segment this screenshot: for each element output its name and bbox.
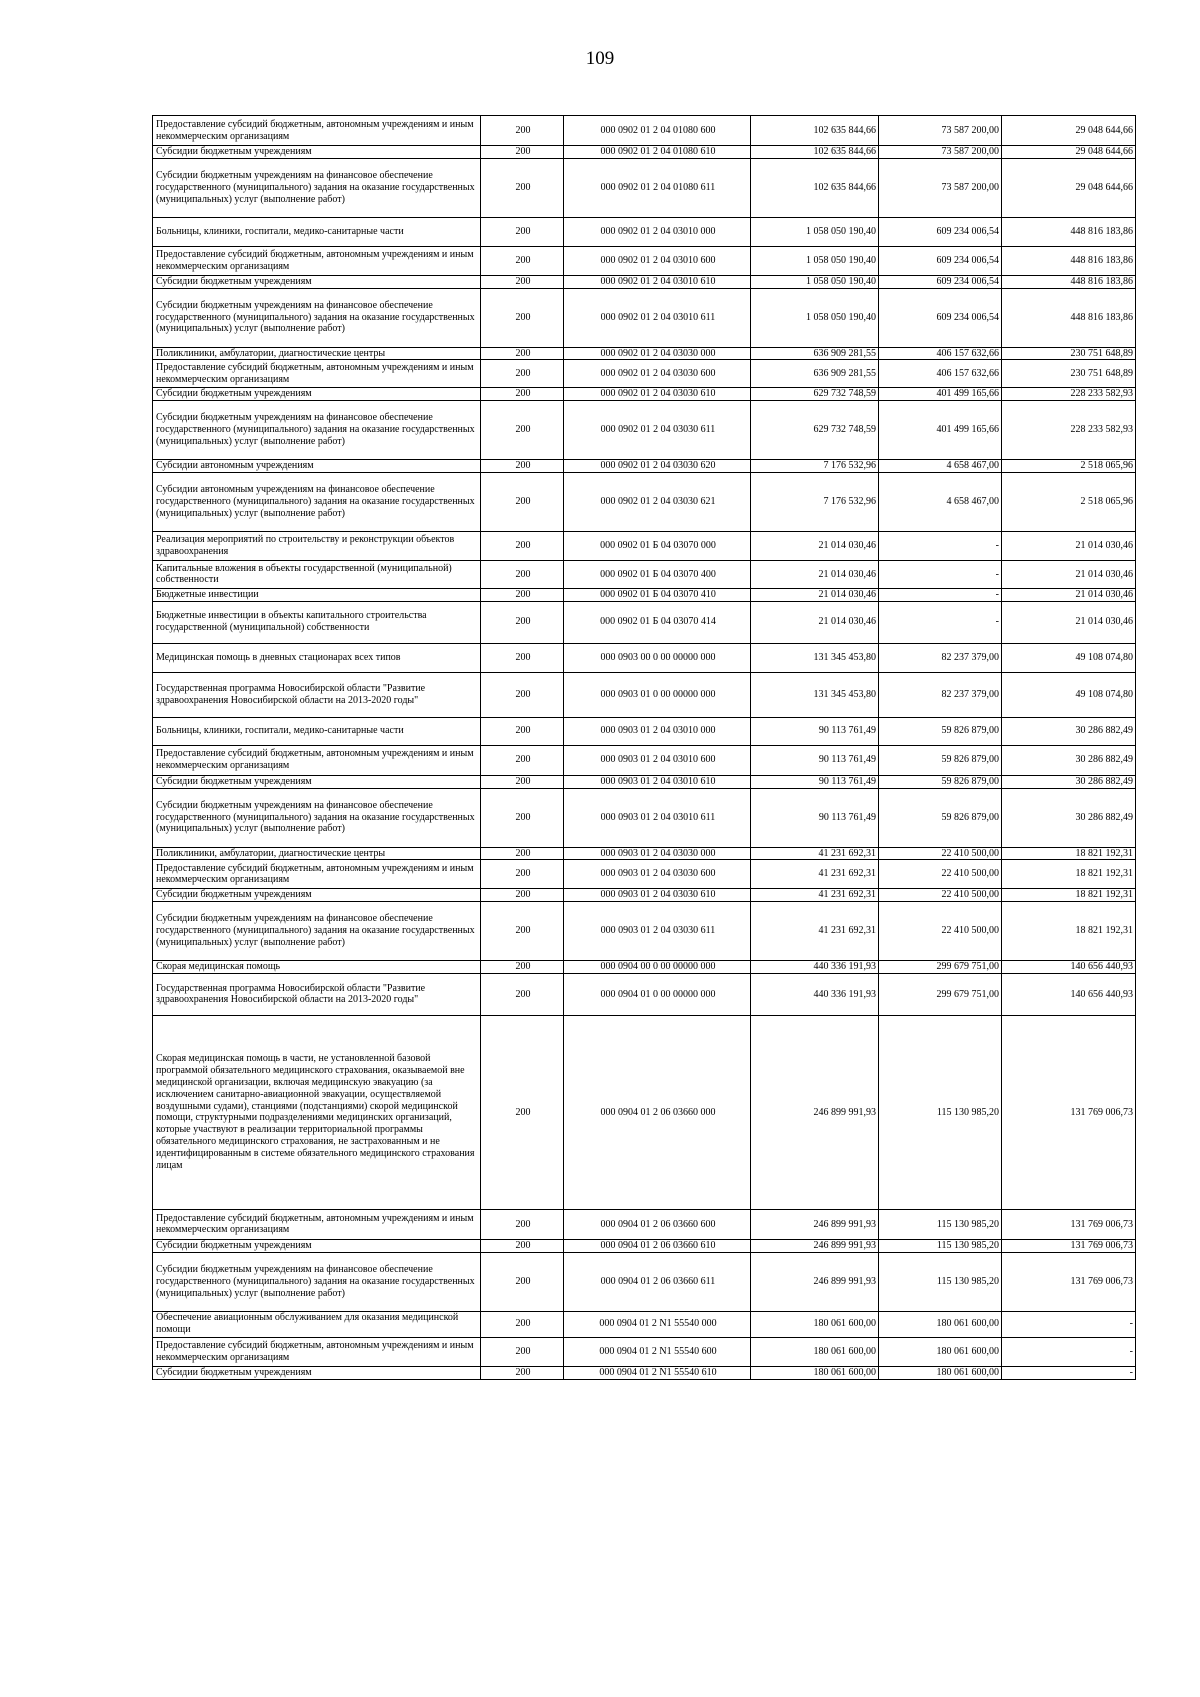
row-plan-amount: 180 061 600,00: [751, 1311, 879, 1337]
row-plan-amount: 246 899 991,93: [751, 1239, 879, 1252]
row-grbs: 200: [481, 1366, 564, 1379]
row-plan-amount: 1 058 050 190,40: [751, 217, 879, 246]
row-rest-amount: 140 656 440,93: [1002, 973, 1136, 1015]
row-code: 000 0904 01 2 06 03660 610: [564, 1239, 751, 1252]
row-code: 000 0902 01 2 04 01080 600: [564, 116, 751, 146]
row-name: Предоставление субсидий бюджетным, автономным учреждениям и иным некоммерческим организациям: [153, 860, 481, 889]
table-row: [153, 217, 1136, 246]
row-rest-amount: 140 656 440,93: [1002, 961, 1136, 974]
row-fact-amount: -: [879, 531, 1002, 560]
row-plan-amount: 246 899 991,93: [751, 1015, 879, 1209]
row-fact-amount: 59 826 879,00: [879, 775, 1002, 788]
row-code: 000 0902 01 2 04 01080 610: [564, 146, 751, 159]
table-row: [153, 1311, 1136, 1337]
page-number: 109: [585, 48, 615, 69]
row-name: Предоставление субсидий бюджетным, автономным учреждениям и иным некоммерческим организациям: [153, 1209, 481, 1239]
row-plan-amount: 440 336 191,93: [751, 961, 879, 974]
table-row: [153, 1015, 1136, 1209]
row-code: 000 0902 01 Б 04 03070 410: [564, 588, 751, 601]
row-grbs: 200: [481, 601, 564, 643]
row-rest-amount: 29 048 644,66: [1002, 116, 1136, 146]
row-code: 000 0903 01 2 04 03010 600: [564, 745, 751, 775]
row-rest-amount: 2 518 065,96: [1002, 472, 1136, 531]
row-fact-amount: -: [879, 588, 1002, 601]
row-name: Субсидии бюджетным учреждениям на финансовое обеспечение государственного (муниципального) задания на оказание государственных (муниципальных) услуг (выполнение работ): [153, 288, 481, 347]
row-name: Бюджетные инвестиции: [153, 588, 481, 601]
row-grbs: 200: [481, 889, 564, 902]
row-rest-amount: -: [1002, 1337, 1136, 1366]
row-plan-amount: 440 336 191,93: [751, 973, 879, 1015]
row-rest-amount: 30 286 882,49: [1002, 717, 1136, 745]
row-code: 000 0902 01 2 04 03010 600: [564, 246, 751, 275]
row-fact-amount: 609 234 006,54: [879, 217, 1002, 246]
row-grbs: 200: [481, 116, 564, 146]
row-plan-amount: 629 732 748,59: [751, 388, 879, 401]
table-row: [153, 847, 1136, 860]
table-row: [153, 1209, 1136, 1239]
row-code: 000 0904 00 0 00 00000 000: [564, 961, 751, 974]
row-rest-amount: 18 821 192,31: [1002, 847, 1136, 860]
budget-table-body: [153, 116, 1136, 1380]
row-code: 000 0902 01 2 04 03010 000: [564, 217, 751, 246]
table-row: [153, 275, 1136, 288]
row-rest-amount: 2 518 065,96: [1002, 460, 1136, 473]
row-plan-amount: 21 014 030,46: [751, 588, 879, 601]
row-plan-amount: 636 909 281,55: [751, 360, 879, 388]
row-name: Капитальные вложения в объекты государственной (муниципальной) собственности: [153, 560, 481, 588]
row-name: Обеспечение авиационным обслуживанием для оказания медицинской помощи: [153, 1311, 481, 1337]
row-plan-amount: 41 231 692,31: [751, 889, 879, 902]
row-name: Предоставление субсидий бюджетным, автономным учреждениям и иным некоммерческим организациям: [153, 745, 481, 775]
row-rest-amount: 228 233 582,93: [1002, 388, 1136, 401]
table-row: [153, 1337, 1136, 1366]
row-code: 000 0902 01 Б 04 03070 414: [564, 601, 751, 643]
table-row: [153, 601, 1136, 643]
row-grbs: 200: [481, 961, 564, 974]
table-row: [153, 116, 1136, 146]
row-code: 000 0902 01 2 04 03010 611: [564, 288, 751, 347]
row-grbs: 200: [481, 472, 564, 531]
row-name: Поликлиники, амбулатории, диагностические центры: [153, 347, 481, 360]
row-plan-amount: 636 909 281,55: [751, 347, 879, 360]
row-code: 000 0902 01 2 04 03030 621: [564, 472, 751, 531]
row-name: Субсидии автономным учреждениям: [153, 460, 481, 473]
row-plan-amount: 41 231 692,31: [751, 902, 879, 961]
row-code: 000 0902 01 2 04 03010 610: [564, 275, 751, 288]
row-plan-amount: 246 899 991,93: [751, 1209, 879, 1239]
row-rest-amount: 448 816 183,86: [1002, 275, 1136, 288]
table-row: [153, 560, 1136, 588]
row-name: Субсидии бюджетным учреждениям: [153, 275, 481, 288]
row-code: 000 0902 01 2 04 03030 620: [564, 460, 751, 473]
row-fact-amount: 180 061 600,00: [879, 1366, 1002, 1379]
row-fact-amount: 82 237 379,00: [879, 672, 1002, 717]
row-fact-amount: 609 234 006,54: [879, 275, 1002, 288]
table-row: [153, 788, 1136, 847]
row-grbs: 200: [481, 347, 564, 360]
row-code: 000 0903 01 0 00 00000 000: [564, 672, 751, 717]
row-grbs: 200: [481, 973, 564, 1015]
row-plan-amount: 102 635 844,66: [751, 158, 879, 217]
row-fact-amount: 59 826 879,00: [879, 745, 1002, 775]
row-name: Предоставление субсидий бюджетным, автономным учреждениям и иным некоммерческим организациям: [153, 1337, 481, 1366]
row-fact-amount: 22 410 500,00: [879, 902, 1002, 961]
row-name: Субсидии бюджетным учреждениям: [153, 1366, 481, 1379]
row-code: 000 0902 01 Б 04 03070 000: [564, 531, 751, 560]
row-grbs: 200: [481, 860, 564, 889]
table-row: [153, 288, 1136, 347]
row-name: Скорая медицинская помощь в части, не установленной базовой программой обязательного медицинского страхования, оказываемой вне медицинской организации, включая медицинскую эвакуацию (за исключением санитарно-авиационной эвакуации, осуществляемой воздушными судами), станциями (подстанциями) скорой медицинской помощи, структурными подразделениями медицинских организаций, которые участвуют в реализации территориальной программы обязательного медицинского страхования, не застрахованным и не идентифицированным в системе обязательного медицинского страхования лицам: [153, 1015, 481, 1209]
table-row: [153, 588, 1136, 601]
row-fact-amount: 59 826 879,00: [879, 717, 1002, 745]
row-plan-amount: 90 113 761,49: [751, 745, 879, 775]
row-plan-amount: 90 113 761,49: [751, 788, 879, 847]
row-rest-amount: -: [1002, 1311, 1136, 1337]
row-grbs: 200: [481, 775, 564, 788]
row-plan-amount: 90 113 761,49: [751, 717, 879, 745]
table-row: [153, 460, 1136, 473]
row-name: Больницы, клиники, госпитали, медико-санитарные части: [153, 217, 481, 246]
row-name: Субсидии бюджетным учреждениям на финансовое обеспечение государственного (муниципального) задания на оказание государственных (муниципальных) услуг (выполнение работ): [153, 902, 481, 961]
row-grbs: 200: [481, 847, 564, 860]
row-rest-amount: 131 769 006,73: [1002, 1252, 1136, 1311]
table-row: [153, 973, 1136, 1015]
row-fact-amount: 115 130 985,20: [879, 1252, 1002, 1311]
row-plan-amount: 1 058 050 190,40: [751, 288, 879, 347]
row-name: Больницы, клиники, госпитали, медико-санитарные части: [153, 717, 481, 745]
row-rest-amount: 228 233 582,93: [1002, 401, 1136, 460]
row-name: Субсидии бюджетным учреждениям: [153, 388, 481, 401]
row-code: 000 0902 01 2 04 03030 610: [564, 388, 751, 401]
row-fact-amount: 73 587 200,00: [879, 158, 1002, 217]
row-code: 000 0902 01 2 04 01080 611: [564, 158, 751, 217]
row-plan-amount: 21 014 030,46: [751, 601, 879, 643]
table-row: [153, 672, 1136, 717]
table-row: [153, 961, 1136, 974]
row-fact-amount: 73 587 200,00: [879, 146, 1002, 159]
table-row: [153, 1239, 1136, 1252]
row-name: Реализация мероприятий по строительству и реконструкции объектов здравоохранения: [153, 531, 481, 560]
row-fact-amount: 180 061 600,00: [879, 1337, 1002, 1366]
row-code: 000 0903 01 2 04 03030 611: [564, 902, 751, 961]
row-grbs: 200: [481, 217, 564, 246]
table-row: [153, 745, 1136, 775]
row-rest-amount: 49 108 074,80: [1002, 672, 1136, 717]
row-grbs: 200: [481, 560, 564, 588]
row-code: 000 0902 01 2 04 03030 000: [564, 347, 751, 360]
row-code: 000 0904 01 0 00 00000 000: [564, 973, 751, 1015]
table-row: [153, 860, 1136, 889]
row-fact-amount: 299 679 751,00: [879, 961, 1002, 974]
row-rest-amount: 29 048 644,66: [1002, 146, 1136, 159]
row-name: Субсидии бюджетным учреждениям на финансовое обеспечение государственного (муниципального) задания на оказание государственных (муниципальных) услуг (выполнение работ): [153, 788, 481, 847]
row-name: Предоставление субсидий бюджетным, автономным учреждениям и иным некоммерческим организациям: [153, 246, 481, 275]
row-rest-amount: 18 821 192,31: [1002, 889, 1136, 902]
row-plan-amount: 629 732 748,59: [751, 401, 879, 460]
row-fact-amount: 4 658 467,00: [879, 472, 1002, 531]
row-plan-amount: 7 176 532,96: [751, 472, 879, 531]
row-plan-amount: 102 635 844,66: [751, 146, 879, 159]
table-row: [153, 388, 1136, 401]
table-row: [153, 775, 1136, 788]
row-grbs: 200: [481, 745, 564, 775]
row-grbs: 200: [481, 788, 564, 847]
row-code: 000 0903 00 0 00 00000 000: [564, 643, 751, 672]
row-rest-amount: 131 769 006,73: [1002, 1239, 1136, 1252]
row-fact-amount: 180 061 600,00: [879, 1311, 1002, 1337]
row-code: 000 0904 01 2 06 03660 600: [564, 1209, 751, 1239]
row-fact-amount: 73 587 200,00: [879, 116, 1002, 146]
row-plan-amount: 180 061 600,00: [751, 1337, 879, 1366]
row-code: 000 0902 01 2 04 03030 611: [564, 401, 751, 460]
row-fact-amount: 406 157 632,66: [879, 360, 1002, 388]
row-plan-amount: 180 061 600,00: [751, 1366, 879, 1379]
row-grbs: 200: [481, 1239, 564, 1252]
row-rest-amount: 448 816 183,86: [1002, 246, 1136, 275]
row-grbs: 200: [481, 1209, 564, 1239]
row-rest-amount: 18 821 192,31: [1002, 860, 1136, 889]
row-fact-amount: 115 130 985,20: [879, 1209, 1002, 1239]
row-plan-amount: 90 113 761,49: [751, 775, 879, 788]
table-row: [153, 146, 1136, 159]
table-row: [153, 717, 1136, 745]
table-row: [153, 472, 1136, 531]
row-code: 000 0904 01 2 N1 55540 000: [564, 1311, 751, 1337]
row-plan-amount: 21 014 030,46: [751, 531, 879, 560]
row-name: Субсидии бюджетным учреждениям: [153, 889, 481, 902]
row-rest-amount: 21 014 030,46: [1002, 531, 1136, 560]
row-rest-amount: 21 014 030,46: [1002, 601, 1136, 643]
row-plan-amount: 7 176 532,96: [751, 460, 879, 473]
row-rest-amount: 21 014 030,46: [1002, 560, 1136, 588]
row-fact-amount: -: [879, 601, 1002, 643]
row-grbs: 200: [481, 1015, 564, 1209]
row-code: 000 0903 01 2 04 03030 610: [564, 889, 751, 902]
table-row: [153, 158, 1136, 217]
row-grbs: 200: [481, 672, 564, 717]
row-code: 000 0903 01 2 04 03030 600: [564, 860, 751, 889]
row-code: 000 0903 01 2 04 03010 000: [564, 717, 751, 745]
row-plan-amount: 1 058 050 190,40: [751, 246, 879, 275]
row-name: Субсидии бюджетным учреждениям: [153, 146, 481, 159]
row-grbs: 200: [481, 1337, 564, 1366]
row-grbs: 200: [481, 275, 564, 288]
row-name: Субсидии бюджетным учреждениям: [153, 1239, 481, 1252]
row-fact-amount: 59 826 879,00: [879, 788, 1002, 847]
row-fact-amount: 22 410 500,00: [879, 889, 1002, 902]
row-fact-amount: 299 679 751,00: [879, 973, 1002, 1015]
row-fact-amount: 406 157 632,66: [879, 347, 1002, 360]
row-grbs: 200: [481, 460, 564, 473]
table-row: [153, 643, 1136, 672]
table-row: [153, 347, 1136, 360]
row-fact-amount: 22 410 500,00: [879, 847, 1002, 860]
table-row: [153, 889, 1136, 902]
row-rest-amount: 230 751 648,89: [1002, 360, 1136, 388]
row-rest-amount: 49 108 074,80: [1002, 643, 1136, 672]
row-grbs: 200: [481, 288, 564, 347]
table-row: [153, 401, 1136, 460]
row-grbs: 200: [481, 1311, 564, 1337]
row-rest-amount: -: [1002, 1366, 1136, 1379]
row-code: 000 0904 01 2 N1 55540 600: [564, 1337, 751, 1366]
row-fact-amount: 609 234 006,54: [879, 288, 1002, 347]
row-grbs: 200: [481, 588, 564, 601]
row-name: Поликлиники, амбулатории, диагностические центры: [153, 847, 481, 860]
row-grbs: 200: [481, 246, 564, 275]
row-rest-amount: 30 286 882,49: [1002, 775, 1136, 788]
row-plan-amount: 131 345 453,80: [751, 672, 879, 717]
row-code: 000 0904 01 2 06 03660 000: [564, 1015, 751, 1209]
row-grbs: 200: [481, 717, 564, 745]
row-plan-amount: 1 058 050 190,40: [751, 275, 879, 288]
row-code: 000 0903 01 2 04 03010 610: [564, 775, 751, 788]
row-grbs: 200: [481, 1252, 564, 1311]
row-rest-amount: 18 821 192,31: [1002, 902, 1136, 961]
row-plan-amount: 41 231 692,31: [751, 860, 879, 889]
row-grbs: 200: [481, 146, 564, 159]
row-fact-amount: -: [879, 560, 1002, 588]
row-code: 000 0902 01 2 04 03030 600: [564, 360, 751, 388]
row-rest-amount: 230 751 648,89: [1002, 347, 1136, 360]
table-row: [153, 531, 1136, 560]
row-rest-amount: 30 286 882,49: [1002, 788, 1136, 847]
row-grbs: 200: [481, 360, 564, 388]
row-name: Государственная программа Новосибирской области "Развитие здравоохранения Новосибирской области на 2013-2020 годы": [153, 973, 481, 1015]
row-name: Субсидии бюджетным учреждениям на финансовое обеспечение государственного (муниципального) задания на оказание государственных (муниципальных) услуг (выполнение работ): [153, 1252, 481, 1311]
row-plan-amount: 246 899 991,93: [751, 1252, 879, 1311]
row-plan-amount: 41 231 692,31: [751, 847, 879, 860]
row-grbs: 200: [481, 531, 564, 560]
row-grbs: 200: [481, 401, 564, 460]
table-row: [153, 1366, 1136, 1379]
row-code: 000 0903 01 2 04 03030 000: [564, 847, 751, 860]
table-row: [153, 360, 1136, 388]
row-rest-amount: 21 014 030,46: [1002, 588, 1136, 601]
row-plan-amount: 21 014 030,46: [751, 560, 879, 588]
row-rest-amount: 30 286 882,49: [1002, 745, 1136, 775]
row-fact-amount: 22 410 500,00: [879, 860, 1002, 889]
table-row: [153, 902, 1136, 961]
row-grbs: 200: [481, 902, 564, 961]
table-row: [153, 1252, 1136, 1311]
table-row: [153, 246, 1136, 275]
row-plan-amount: 102 635 844,66: [751, 116, 879, 146]
row-name: Медицинская помощь в дневных стационарах всех типов: [153, 643, 481, 672]
row-name: Субсидии бюджетным учреждениям: [153, 775, 481, 788]
row-grbs: 200: [481, 388, 564, 401]
row-name: Предоставление субсидий бюджетным, автономным учреждениям и иным некоммерческим организациям: [153, 360, 481, 388]
row-fact-amount: 115 130 985,20: [879, 1239, 1002, 1252]
row-grbs: 200: [481, 158, 564, 217]
row-rest-amount: 131 769 006,73: [1002, 1209, 1136, 1239]
row-rest-amount: 448 816 183,86: [1002, 288, 1136, 347]
row-fact-amount: 4 658 467,00: [879, 460, 1002, 473]
row-name: Бюджетные инвестиции в объекты капитального строительства государственной (муниципальной) собственности: [153, 601, 481, 643]
row-fact-amount: 401 499 165,66: [879, 401, 1002, 460]
row-rest-amount: 131 769 006,73: [1002, 1015, 1136, 1209]
row-name: Скорая медицинская помощь: [153, 961, 481, 974]
row-rest-amount: 448 816 183,86: [1002, 217, 1136, 246]
row-fact-amount: 115 130 985,20: [879, 1015, 1002, 1209]
row-code: 000 0904 01 2 06 03660 611: [564, 1252, 751, 1311]
budget-table: [152, 115, 1136, 1380]
row-grbs: 200: [481, 643, 564, 672]
row-code: 000 0902 01 Б 04 03070 400: [564, 560, 751, 588]
row-code: 000 0904 01 2 N1 55540 610: [564, 1366, 751, 1379]
row-name: Государственная программа Новосибирской области "Развитие здравоохранения Новосибирской области на 2013-2020 годы": [153, 672, 481, 717]
row-plan-amount: 131 345 453,80: [751, 643, 879, 672]
row-code: 000 0903 01 2 04 03010 611: [564, 788, 751, 847]
row-fact-amount: 82 237 379,00: [879, 643, 1002, 672]
row-name: Субсидии автономным учреждениям на финансовое обеспечение государственного (муниципального) задания на оказание государственных (муниципальных) услуг (выполнение работ): [153, 472, 481, 531]
row-name: Предоставление субсидий бюджетным, автономным учреждениям и иным некоммерческим организациям: [153, 116, 481, 146]
row-rest-amount: 29 048 644,66: [1002, 158, 1136, 217]
row-fact-amount: 609 234 006,54: [879, 246, 1002, 275]
row-fact-amount: 401 499 165,66: [879, 388, 1002, 401]
row-name: Субсидии бюджетным учреждениям на финансовое обеспечение государственного (муниципального) задания на оказание государственных (муниципальных) услуг (выполнение работ): [153, 401, 481, 460]
row-name: Субсидии бюджетным учреждениям на финансовое обеспечение государственного (муниципального) задания на оказание государственных (муниципальных) услуг (выполнение работ): [153, 158, 481, 217]
